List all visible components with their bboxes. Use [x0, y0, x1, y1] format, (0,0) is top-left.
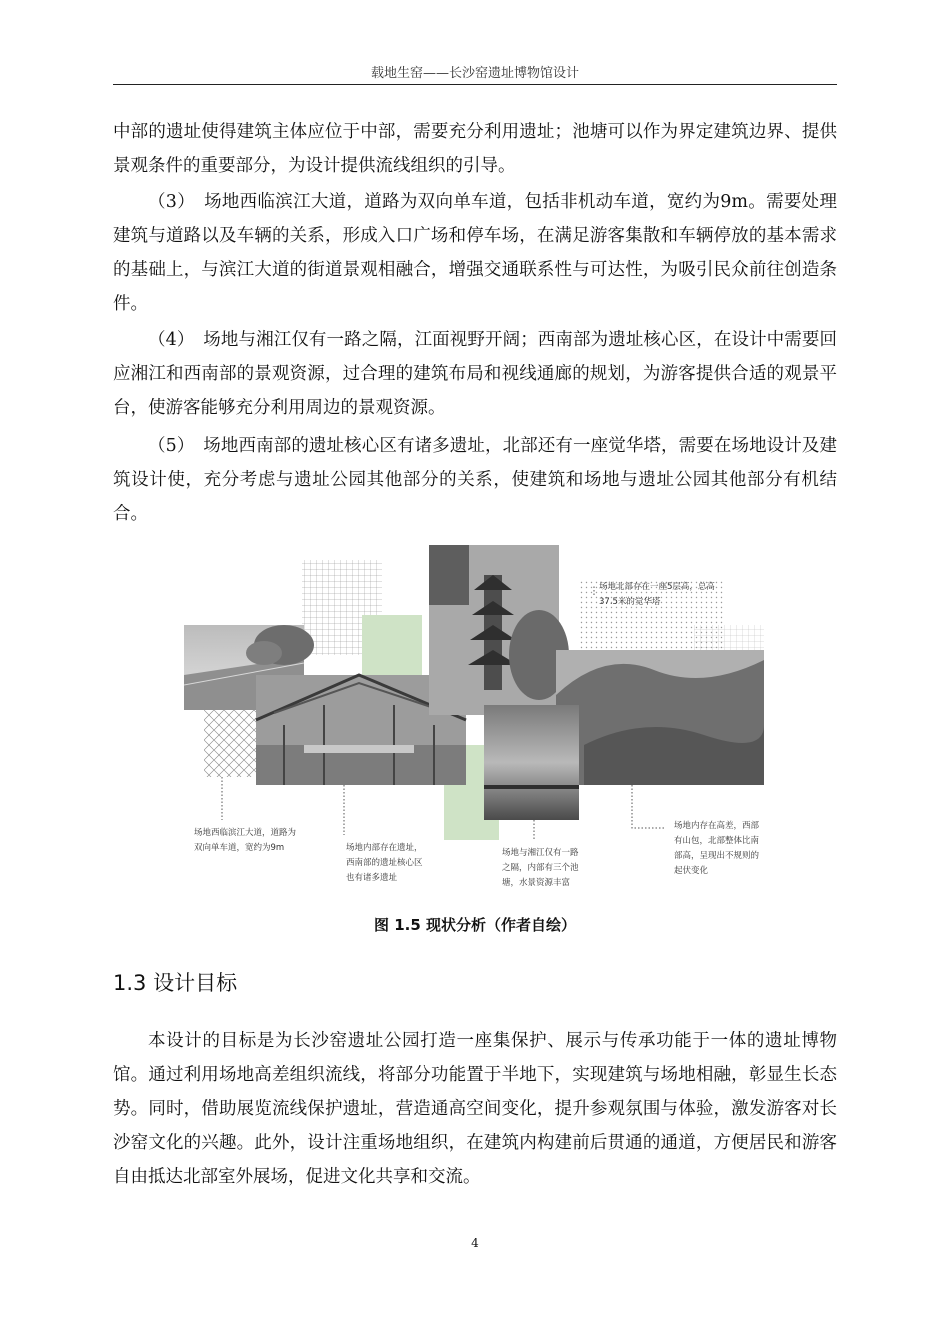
annotation-road-line-1: 场地西临滨江大道，道路为	[194, 828, 297, 838]
paragraph-site-center: 中部的遗址使得建筑主体应位于中部，需要充分利用遗址；池塘可以作为界定建筑边界、提供景观条件的重要部分，为设计提供流线组织的引导。	[113, 122, 837, 176]
paragraph-design-goal: 本设计的目标是为长沙窑遗址公园打造一座集保护、展示与传承功能于一体的遗址博物馆。通过利用场地高差组织流线，将部分功能置于半地下，实现建筑与场地相融，彰显生长态势。同时，借助展览流线保护遗址，营造通高空间变化，提升参观氛围与体验，激发游客对长沙窑文化的兴趣。此外，设计注重场地组织，在建筑内构建前后贯通的通道，方便居民和游客自由抵达北部室外展场，促进文化共享和交流。	[113, 1031, 837, 1187]
annotation-river-line-3: 塘，水景资源丰富	[502, 878, 571, 888]
site-analysis-figure	[184, 545, 764, 895]
annotation-terrain-line-4: 起伏变化	[674, 866, 709, 876]
annotation-terrain-line-1: 场地内存在高差，西部	[674, 821, 760, 831]
figure-caption: 图 1.5 现状分析（作者自绘）	[373, 916, 577, 934]
annotation-site-line-2: 西南部的遗址核心区	[346, 858, 423, 868]
running-header: 载地生窑——长沙窑遗址博物馆设计	[370, 66, 579, 81]
annotation-site	[346, 842, 425, 883]
section-heading: 1.3 设计目标	[113, 971, 238, 995]
annotation-site-line-3: 也有诸多遗址	[346, 873, 398, 883]
annotation-terrain-line-2: 有山包，北部整体比南	[674, 836, 760, 846]
page-number: 4	[471, 1236, 479, 1250]
annotation-river-line-2: 之隔，内部有三个池	[502, 863, 579, 873]
annotation-river-line-1: 场地与湘江仅有一路	[502, 848, 579, 858]
annotation-terrain-line-3: 部高，呈现出不规则的	[674, 851, 760, 861]
annotation-site-line-1: 场地内部存在遗址，	[346, 843, 423, 853]
terrain-photo	[556, 650, 764, 785]
annotation-river	[502, 847, 581, 888]
annotation-pagoda-line-1: 场地北部存在一座5层高，总高	[599, 582, 715, 592]
paragraph-item-4: （4） 场地与湘江仅有一路之隔，江面视野开阔；西南部为遗址核心区，在设计中需要回应湘江和西南部的景观资源，过合理的建筑布局和视线通廊的规划，为游客提供合适的观景平台，使游客能够充分利用周边的景观资源。	[113, 330, 837, 418]
header-rule	[113, 84, 837, 85]
paragraph-item-3: （3） 场地西临滨江大道，道路为双向单车道，包括非机动车道，宽约为9m。需要处理建筑与道路以及车辆的关系，形成入口广场和停车场，在满足游客集散和车辆停放的基本需求的基础上，与滨江大道的街道景观相融合，增强交通联系性与可达性，为吸引民众前往创造条件。	[113, 192, 837, 314]
annotation-terrain	[674, 820, 762, 876]
river-photo	[484, 705, 579, 820]
annotation-road-line-2: 双向单车道，宽约为9m	[194, 843, 285, 853]
site-analysis-collage	[184, 545, 764, 895]
annotation-pagoda-line-2: 37.5米的觉华塔	[599, 597, 661, 607]
paragraph-item-5: （5） 场地西南部的遗址核心区有诸多遗址，北部还有一座觉华塔，需要在场地设计及建筑设计使，充分考虑与遗址公园其他部分的关系，使建筑和场地与遗址公园其他部分有机结合。	[113, 436, 837, 524]
annotation-road	[194, 827, 299, 853]
pagoda-photo	[429, 545, 569, 715]
